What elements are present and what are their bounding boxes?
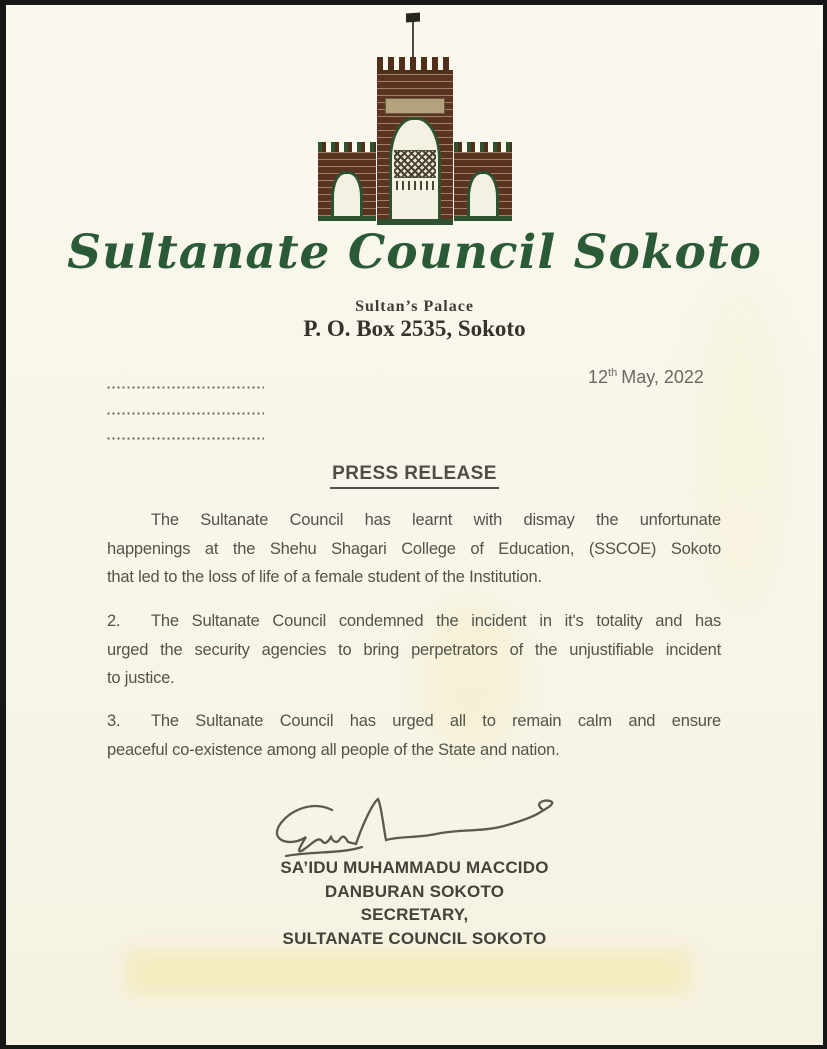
signer-name: SA’IDU MUHAMMADU MACCIDO [280,858,549,877]
paragraph-3 [107,707,721,764]
paragraph-line: to justice. [107,669,175,687]
paragraph-1 [107,506,721,592]
arch-tick-band [396,181,434,190]
paragraph-number: 2. [107,612,121,630]
address-line-palace: Sultan’s Palace [355,298,474,315]
tower-lintel-panel [385,98,445,114]
tower-crenellation [377,57,453,75]
date-day: 12 [588,367,609,387]
paragraph-line: peaceful co-existence among all people of the State and nation. [107,740,560,759]
recipient-dotted-line [107,437,264,440]
paragraph-line: urged the security agencies to bring perpetrators of the unjustifiable incident [107,640,721,659]
paragraph-line [107,607,721,636]
signer-role: SECRETARY, [360,905,469,924]
paragraph-number: 3. [107,712,121,730]
letter-page [6,5,823,1045]
emblem-central-tower [377,57,453,225]
org-name-script: Sultanate Council Sokoto [67,225,762,280]
wing-crenellation [454,142,512,152]
signoff-block [6,856,823,950]
wing-brick-body [318,152,376,221]
recipient-dotted-line [107,386,264,389]
paragraph-line: happenings at the Shehu Shagari College of Education, (SSCOE) Sokoto [107,539,721,558]
wing-crenellation [318,142,376,152]
date-ordinal: th [608,367,618,379]
wing-arch [331,171,363,216]
wing-brick-body [454,152,512,221]
signer-organization: SULTANATE COUNCIL SOKOTO [282,928,547,948]
wing-arch [467,171,499,216]
address-line-pobox: P. O. Box 2535, Sokoto [303,316,526,341]
recipient-dotted-line [107,412,264,415]
title-row [6,463,823,489]
handwritten-signature [268,792,584,864]
press-release-title: PRESS RELEASE [330,463,499,489]
date-month-year: May, 2022 [621,367,704,387]
signer-title: DANBURAN SOKOTO [324,881,505,901]
paragraph-line: The Sultanate Council has learnt with dismay the unfortunate [151,511,721,529]
letter-date [588,367,704,388]
sokoto-gate-emblem [318,9,512,227]
flag-icon [406,13,420,23]
emblem-left-wing [318,142,376,221]
paragraph-line [107,707,721,736]
paragraph-text: The Sultanate Council has urged all to remain calm and ensure [151,712,721,730]
paragraph-2 [107,607,721,693]
emblem-right-wing [454,142,512,221]
paragraph-text: The Sultanate Council condemned the incident in it's totality and has [151,612,721,630]
tower-central-arch [389,117,441,219]
paper-stain [126,950,691,995]
tower-brick-body [377,74,453,225]
arch-lattice-band [394,150,436,178]
paragraph-line: that led to the loss of life of a female student of the Institution. [107,568,542,586]
